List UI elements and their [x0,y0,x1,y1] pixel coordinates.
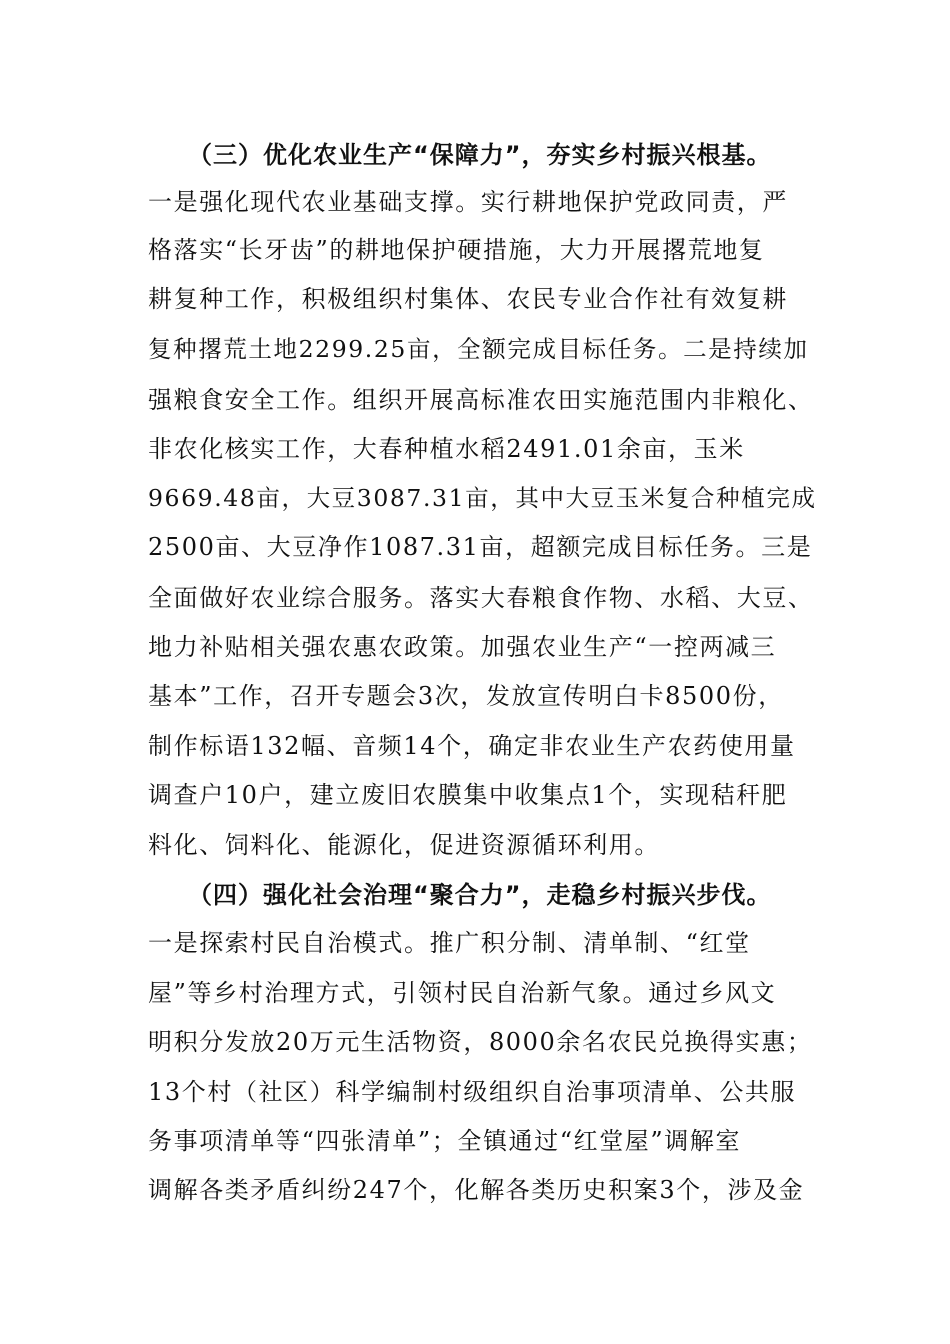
section-4-line-4: 13个村（社区）科学编制村级组织自治事项清单、公共服 [148,1078,797,1106]
section-4-line-2: 屋”等乡村治理方式，引领村民自治新气象。通过乡风文 [148,979,777,1007]
section-4-heading: （四）强化社会治理“聚合力”，走稳乡村振兴步伐。 [188,881,772,909]
section-3-line-13: 调查户10户，建立废旧农膜集中收集点1个，实现秸秆肥 [148,781,788,809]
section-3-line-2: 格落实“长牙齿”的耕地保护硬措施，大力开展撂荒地复 [148,236,765,264]
section-3-line-1: 一是强化现代农业基础支撑。实行耕地保护党政同责，严 [148,188,788,216]
section-3-line-10: 地力补贴相关强农惠农政策。加强农业生产“一控两减三 [148,633,777,661]
section-4-line-5: 务事项清单等“四张清单”；全镇通过“红堂屋”调解室 [148,1127,742,1155]
section-3-line-8: 2500亩、大豆净作1087.31亩，超额完成目标任务。三是 [148,533,813,561]
section-3-line-6: 非农化核实工作，大春种植水稻2491.01余亩，玉米 [148,435,745,463]
section-3-line-7: 9669.48亩，大豆3087.31亩，其中大豆玉米复合种植完成 [148,484,817,512]
section-4-line-1: 一是探索村民自治模式。推广积分制、清单制、“红堂 [148,929,751,957]
section-4-line-3: 明积分发放20万元生活物资，8000余名农民兑换得实惠； [148,1028,813,1056]
section-4-line-6: 调解各类矛盾纠纷247个，化解各类历史积案3个，涉及金 [148,1176,805,1204]
section-3-line-9: 全面做好农业综合服务。落实大春粮食作物、水稻、大豆、 [148,584,814,612]
section-3-line-5: 强粮食安全工作。组织开展高标准农田实施范围内非粮化、 [148,386,814,414]
section-3-line-12: 制作标语132幅、音频14个，确定非农业生产农药使用量 [148,732,796,760]
section-3-line-4: 复种撂荒土地2299.25亩，全额完成目标任务。二是持续加 [148,335,809,363]
section-3-line-11: 基本”工作，召开专题会3次，发放宣传明白卡8500份， [148,682,784,710]
section-3-heading: （三）优化农业生产“保障力”，夯实乡村振兴根基。 [188,141,772,169]
section-3-line-3: 耕复种工作，积极组织村集体、农民专业合作社有效复耕 [148,285,788,313]
section-3-line-14: 料化、饲料化、能源化，促进资源循环利用。 [148,831,660,859]
